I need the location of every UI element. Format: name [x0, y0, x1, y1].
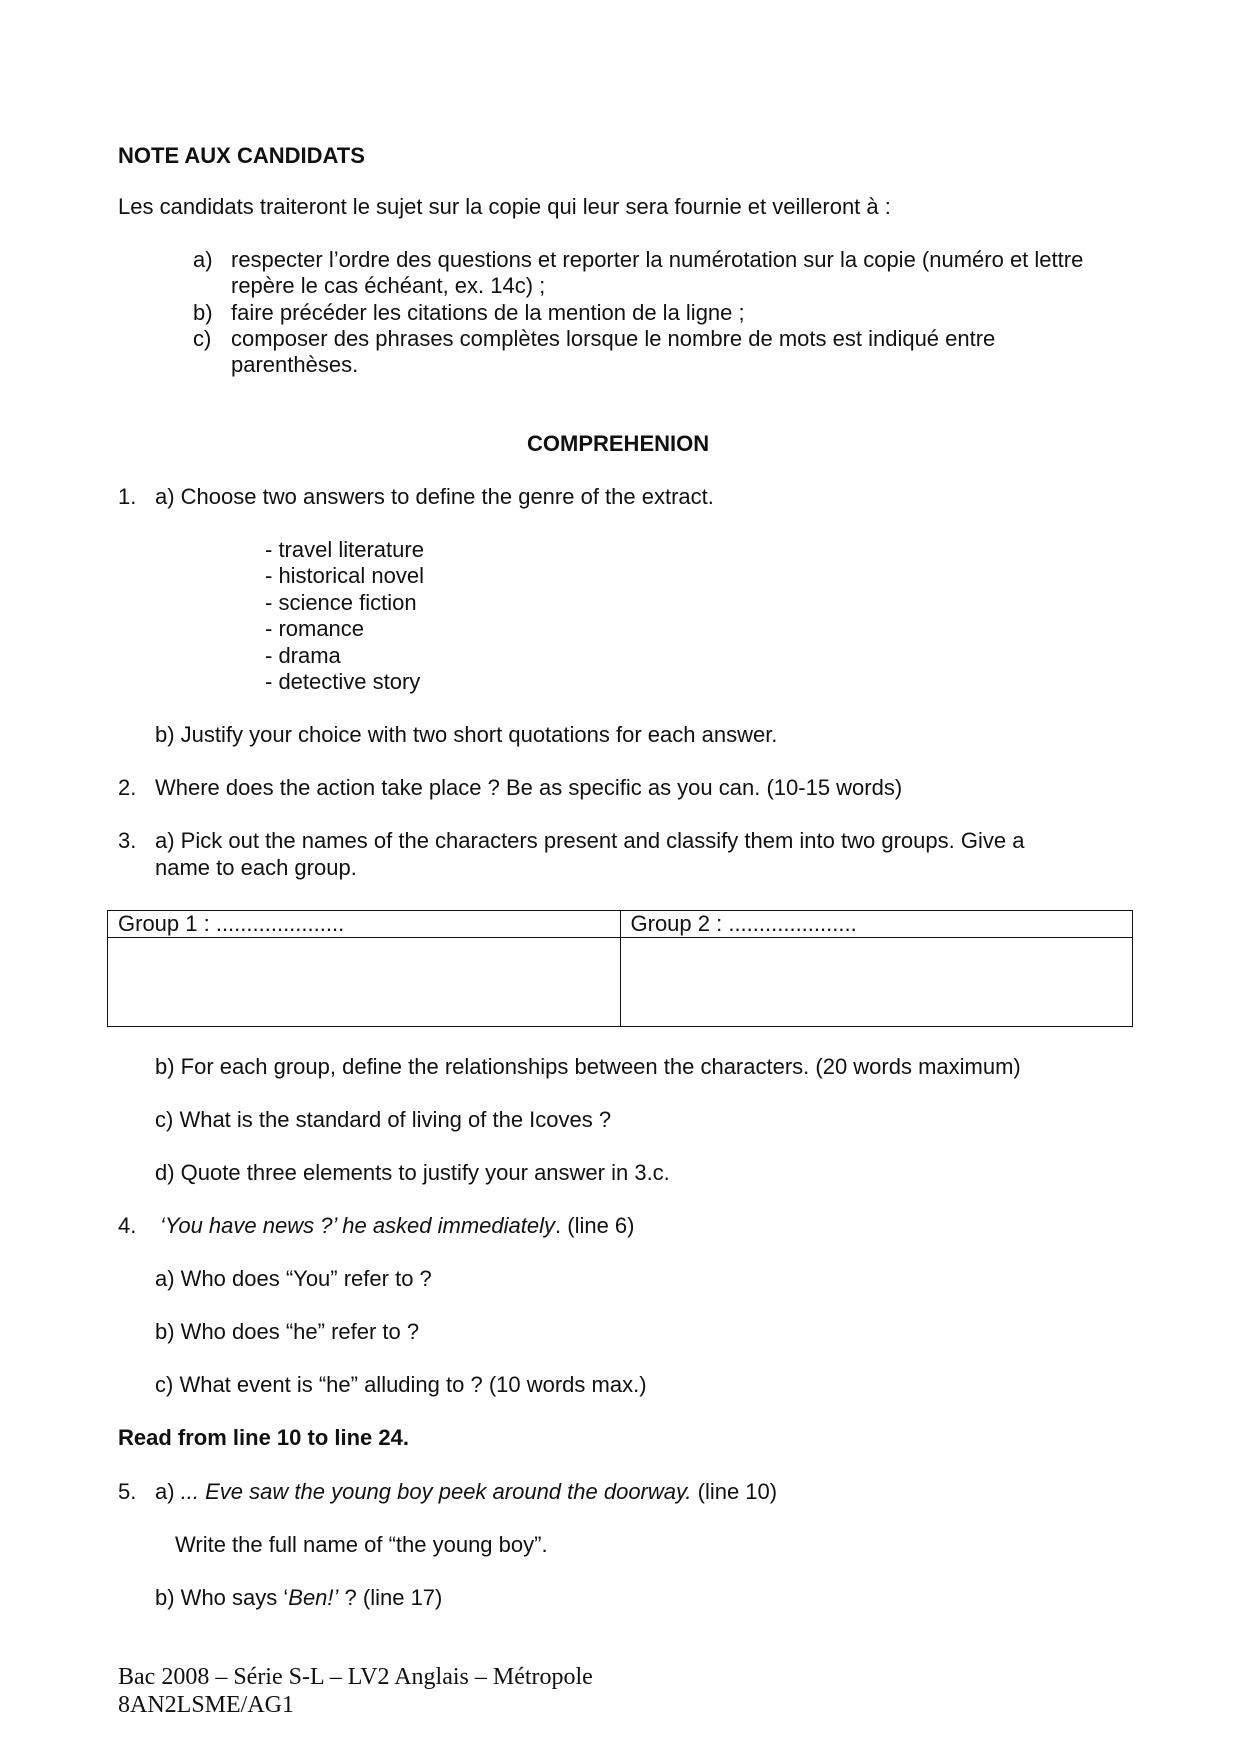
note-item-b-line1: faire précéder les citations de la mention de la ligne ; — [231, 300, 745, 325]
footer-code: 8AN2LSME/AG1 — [118, 1692, 295, 1718]
q5-a-line-ref: (line 10) — [691, 1479, 778, 1504]
q5-b-prefix: b) Who says ‘ — [155, 1585, 289, 1610]
q1-b-text: b) Justify your choice with two short quotations for each answer. — [155, 722, 778, 747]
q5-number: 5. — [118, 1479, 137, 1504]
q2-number: 2. — [118, 775, 137, 800]
genre-option: - romance — [265, 616, 365, 641]
note-intro: Les candidats traiteront le sujet sur la copie qui leur sera fournie et veilleront à : — [118, 194, 891, 219]
note-item-a-marker: a) — [193, 247, 213, 272]
q1-a-text: a) Choose two answers to define the genre of the extract. — [155, 484, 714, 509]
q4-c-text: c) What event is “he” alluding to ? (10 words max.) — [155, 1372, 647, 1397]
q4-b-text: b) Who does “he” refer to ? — [155, 1319, 420, 1344]
q3-a-line2: name to each group. — [155, 855, 357, 880]
note-item-b-marker: b) — [193, 300, 213, 325]
read-instruction: Read from line 10 to line 24. — [118, 1425, 409, 1450]
q5-a-task: Write the full name of “the young boy”. — [175, 1532, 548, 1557]
genre-option: - science fiction — [265, 590, 417, 615]
q3-a-line1: a) Pick out the names of the characters present and classify them into two groups. Give a — [155, 828, 1025, 853]
q5-a-prefix: a) — [155, 1479, 181, 1504]
q4-a-text: a) Who does “You” refer to ? — [155, 1266, 432, 1291]
q4-prompt — [160, 1213, 635, 1239]
q1-number: 1. — [118, 484, 137, 509]
q4-number: 4. — [118, 1213, 137, 1238]
group1-header: Group 1 : ..................... — [108, 911, 621, 938]
note-item-a-line2: repère le cas échéant, ex. 14c) ; — [231, 273, 546, 298]
group1-answer-cell — [108, 938, 621, 1027]
genre-option: - drama — [265, 643, 341, 668]
q5-b-suffix: ? (line 17) — [338, 1585, 443, 1610]
q5-b-prompt — [155, 1585, 442, 1611]
group2-header: Group 2 : ..................... — [620, 911, 1133, 938]
q3-c-text: c) What is the standard of living of the Icoves ? — [155, 1107, 612, 1132]
q3-number: 3. — [118, 828, 137, 853]
note-item-a-line1: respecter l’ordre des questions et reporter la numérotation sur la copie (numéro et lettre — [231, 247, 1084, 272]
note-title: NOTE AUX CANDIDATS — [118, 143, 365, 168]
q4-quote: ‘You have news ?’ he asked immediately — [160, 1213, 556, 1238]
note-item-c-line2: parenthèses. — [231, 352, 359, 377]
q3-d-text: d) Quote three elements to justify your answer in 3.c. — [155, 1160, 670, 1185]
q5-b-quote: Ben!’ — [288, 1585, 339, 1610]
section-title: COMPREHENION — [527, 431, 710, 456]
q5-a-prompt — [155, 1479, 777, 1505]
q2-text: Where does the action take place ? Be as specific as you can. (10-15 words) — [155, 775, 903, 800]
genre-option: - detective story — [265, 669, 421, 694]
footer-exam-info: Bac 2008 – Série S-L – LV2 Anglais – Métropole — [118, 1664, 593, 1690]
q3-b-text: b) For each group, define the relationships between the characters. (20 words maximum) — [155, 1054, 1021, 1079]
group2-answer-cell — [620, 938, 1133, 1027]
note-item-c-marker: c) — [193, 326, 212, 351]
note-item-c-line1: composer des phrases complètes lorsque le nombre de mots est indiqué entre — [231, 326, 996, 351]
q5-a-quote: ... Eve saw the young boy peek around the doorway. — [180, 1479, 692, 1504]
genre-option: - travel literature — [265, 537, 424, 562]
q4-line-ref: . (line 6) — [555, 1213, 635, 1238]
genre-option: - historical novel — [265, 563, 424, 588]
groups-table — [107, 910, 1133, 1027]
